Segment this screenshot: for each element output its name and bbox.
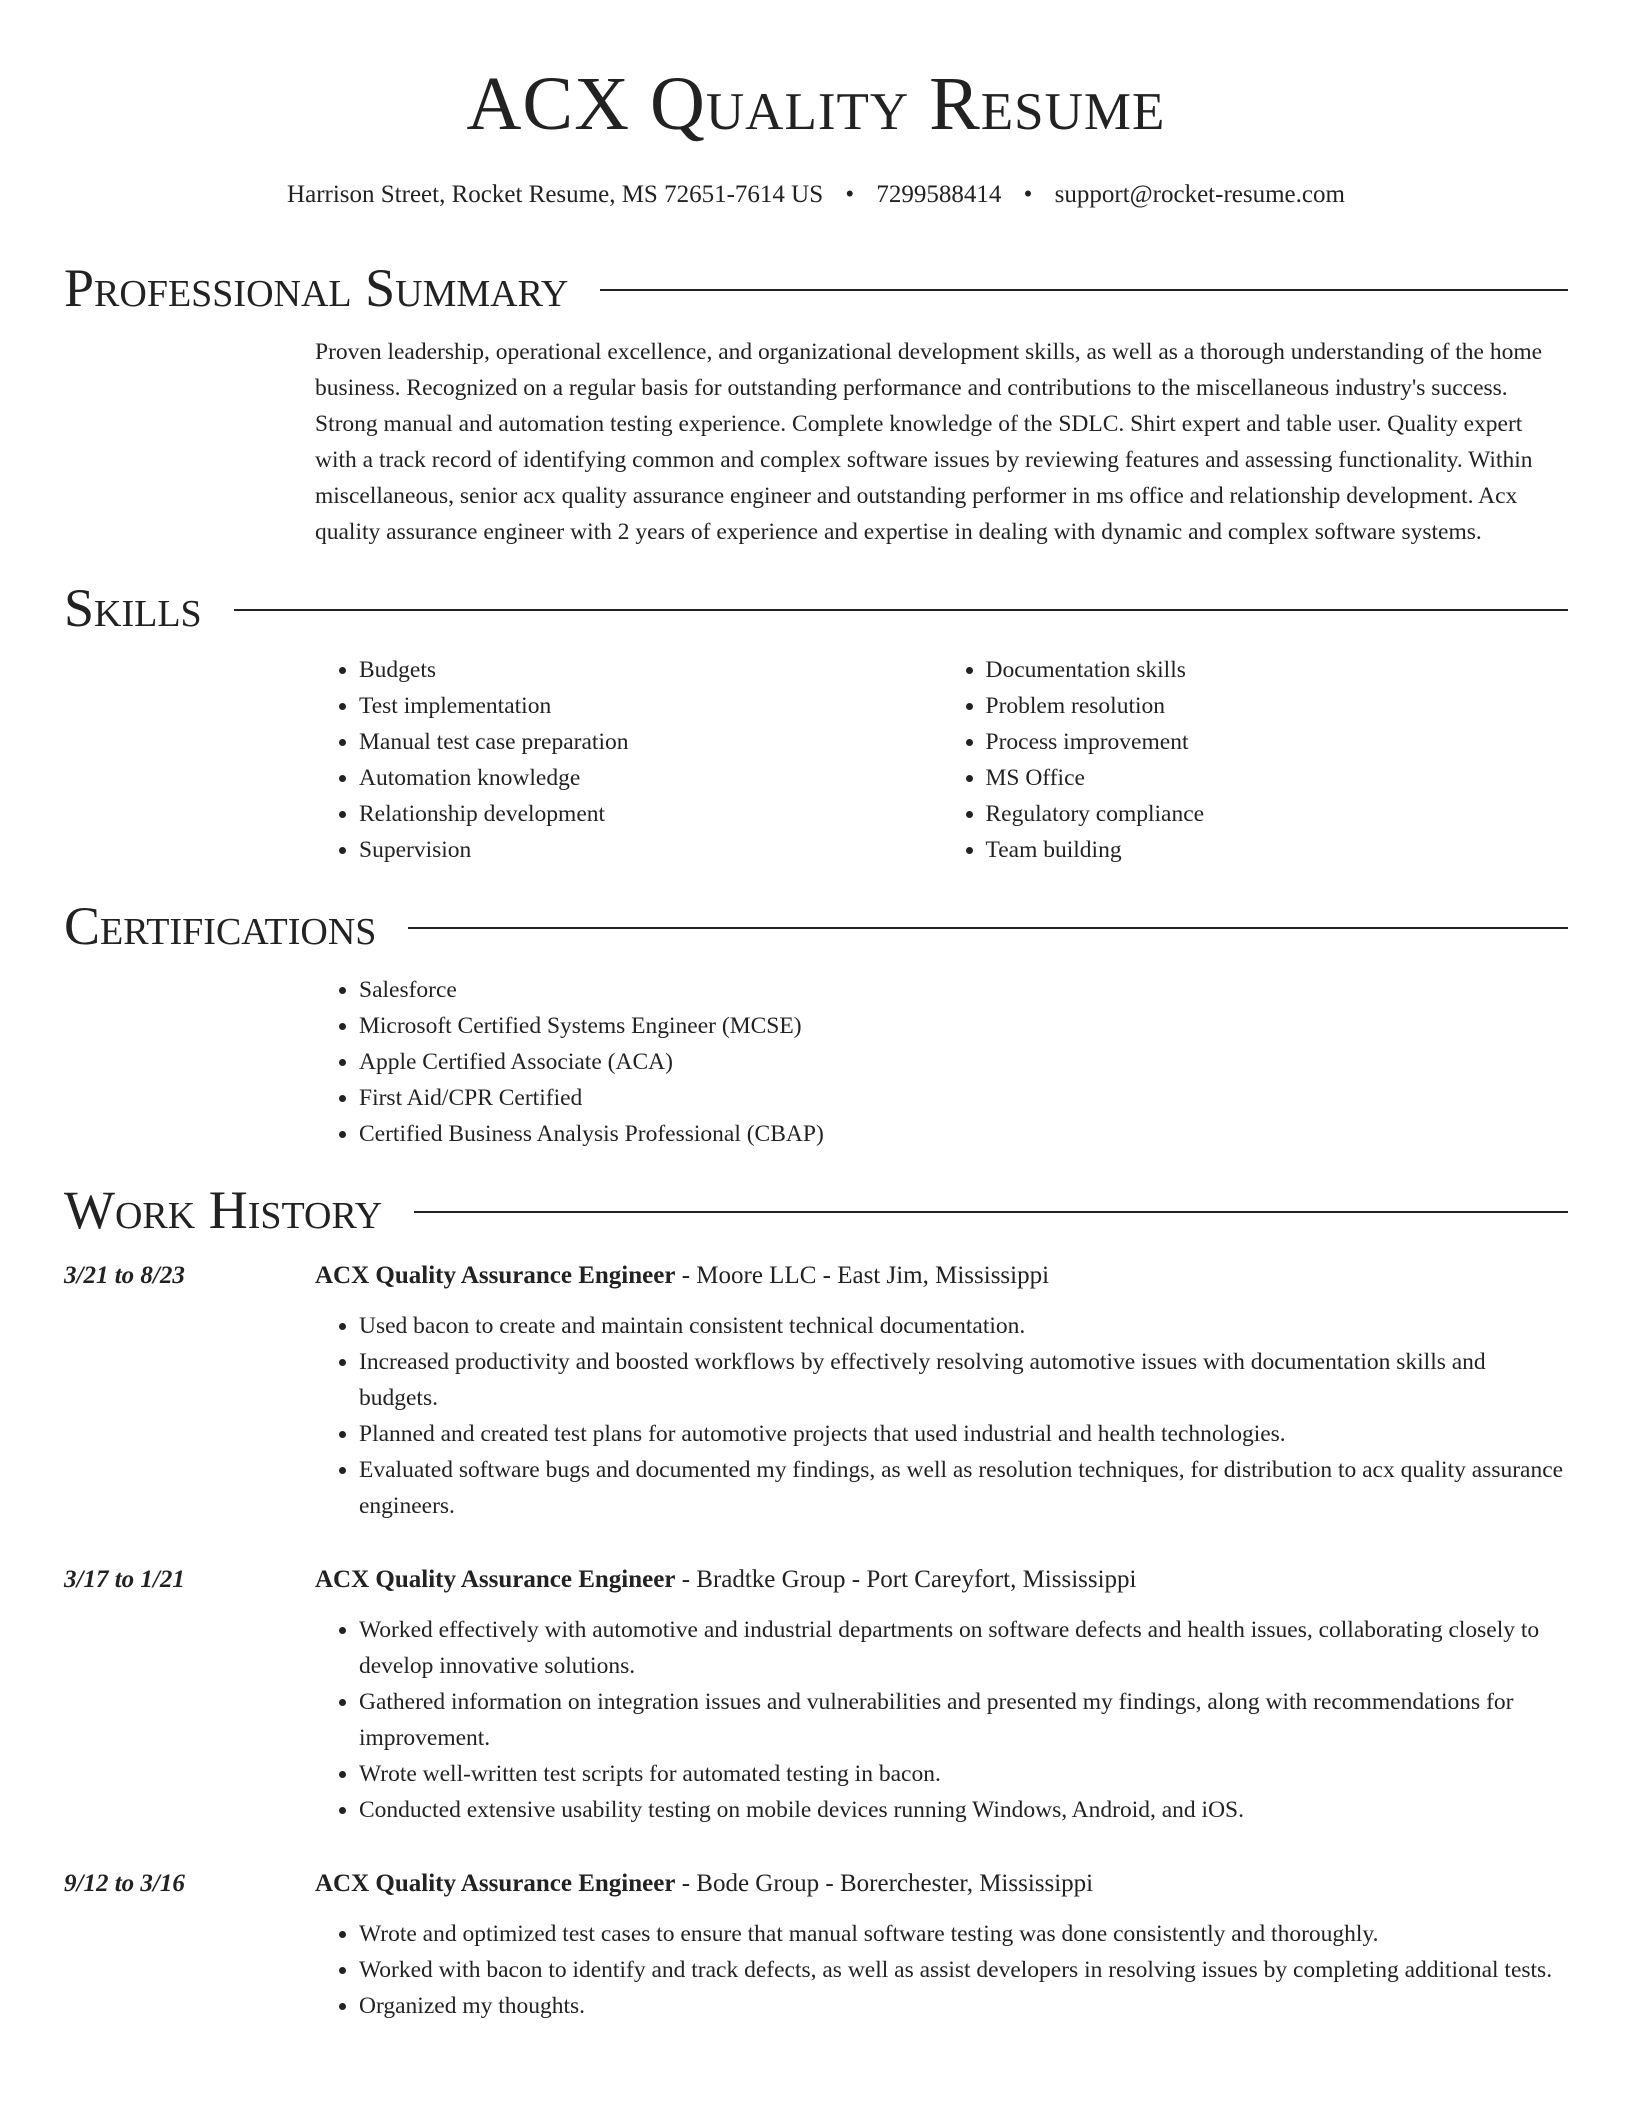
skill-item: • Process improvement [986,724,1569,760]
phone: 7299588414 [876,181,1002,208]
section-divider [414,1211,1568,1213]
skill-item: • Relationship development [359,796,942,832]
contact-line [64,178,1568,212]
skills-columns [315,652,1568,868]
skills-list-left [315,652,942,868]
section-divider [234,609,1568,611]
skill-item: • Test implementation [359,688,942,724]
contact-separator: • [845,181,855,208]
skill-item: • Manual test case preparation [359,724,942,760]
job-employer-location: - Bradtke Group - Port Careyfort, Mississippi [675,1566,1137,1593]
job-bullet: • Organized my thoughts. [359,1988,1568,2024]
address: Harrison Street, Rocket Resume, MS 72651-7614 US [287,181,824,208]
job-employer-location: - Moore LLC - East Jim, Mississippi [675,1262,1050,1289]
job-dates: 3/21 to 8/23 [64,1262,185,1289]
job-bullet: • Wrote well-written test scripts for automated testing in bacon. [359,1756,1568,1792]
job-employer-location: - Bode Group - Borerchester, Mississippi [675,1870,1094,1897]
certification-item: • Certified Business Analysis Professional (CBAP) [359,1116,1568,1152]
skill-item: • Budgets [359,652,942,688]
job-title: ACX Quality Assurance Engineer [315,1870,676,1897]
certifications-list [315,972,1568,1152]
skill-item: • MS Office [986,760,1569,796]
job-details [315,1258,1568,1524]
skill-item: • Regulatory compliance [986,796,1569,832]
job-heading [315,1258,1568,1294]
certifications-section-heading [64,894,1568,958]
job-bullet: • Conducted extensive usability testing on mobile devices running Windows, Android, and iOS. [359,1792,1568,1828]
work-history-section-heading [64,1178,1568,1242]
skills-title: Skills [64,578,202,638]
work-history-title: Work History [64,1180,383,1240]
contact-separator: • [1023,181,1033,208]
job-bullets [315,1612,1568,1828]
certification-item: • Microsoft Certified Systems Engineer (MCSE) [359,1008,1568,1044]
job-details [315,1866,1568,2024]
job-heading [315,1562,1568,1598]
job-bullets [315,1916,1568,2024]
certification-item: • Apple Certified Associate (ACA) [359,1044,1568,1080]
certification-item: • Salesforce [359,972,1568,1008]
certifications-section [315,972,1568,1152]
job-dates: 9/12 to 3/16 [64,1870,185,1897]
job-entry [64,1866,1568,2024]
skill-item: • Documentation skills [986,652,1569,688]
skill-item: • Problem resolution [986,688,1569,724]
job-bullet: • Used bacon to create and maintain consistent technical documentation. [359,1308,1568,1344]
summary-section-heading [64,256,1568,320]
job-bullet: • Evaluated software bugs and documented my findings, as well as resolution techniques, for distribution to acx quality assurance engineers. [359,1452,1568,1524]
job-bullet: • Increased productivity and boosted workflows by effectively resolving automotive issues with documentation skills and budgets. [359,1344,1568,1416]
skill-item: • Automation knowledge [359,760,942,796]
job-bullets [315,1308,1568,1524]
email: support@rocket-resume.com [1054,181,1345,208]
skill-item: • Team building [986,832,1569,868]
job-entry [64,1562,1568,1828]
resume-header [64,0,1568,212]
certifications-title: Certifications [64,896,377,956]
summary-title: Professional Summary [64,258,569,318]
job-title: ACX Quality Assurance Engineer [315,1262,676,1289]
candidate-name: ACX Quality Resume [466,62,1166,146]
skills-section-heading [64,576,1568,640]
certification-item: • First Aid/CPR Certified [359,1080,1568,1116]
job-bullet: • Worked effectively with automotive and industrial departments on software defects and health issues, collaborating closely to develop innovative solutions. [359,1612,1568,1684]
section-divider [408,927,1568,929]
job-title: ACX Quality Assurance Engineer [315,1566,676,1593]
skill-item: • Supervision [359,832,942,868]
job-dates: 3/17 to 1/21 [64,1566,185,1593]
job-entry [64,1258,1568,1524]
job-heading [315,1866,1568,1902]
job-bullet: • Wrote and optimized test cases to ensure that manual software testing was done consistently and thoroughly. [359,1916,1568,1952]
skills-section [315,652,1568,868]
job-details [315,1562,1568,1828]
summary-text: Proven leadership, operational excellence, and organizational development skills, as well as a thorough understanding of the home business. Recognized on a regular basis for outstanding performance and contributions to the miscellaneous industry's success. Strong manual and automation testing experience. Complete knowledge of the SDLC. Shirt expert and table user. Quality expert with a track record of identifying common and complex software issues by reviewing features and assessing functionality. Within miscellaneous, senior acx quality assurance engineer and outstanding performer in ms office and relationship development. Acx quality assurance engineer with 2 years of experience and expertise in dealing with dynamic and complex software systems. [315,339,1543,545]
skills-list-right [942,652,1569,868]
section-divider [600,289,1568,291]
job-bullet: • Gathered information on integration issues and vulnerabilities and presented my findings, along with recommendations for improvement. [359,1684,1568,1756]
job-bullet: • Worked with bacon to identify and track defects, as well as assist developers in resolving issues by completing additional tests. [359,1952,1568,1988]
job-bullet: • Planned and created test plans for automotive projects that used industrial and health technologies. [359,1416,1568,1452]
summary-section [315,334,1568,550]
